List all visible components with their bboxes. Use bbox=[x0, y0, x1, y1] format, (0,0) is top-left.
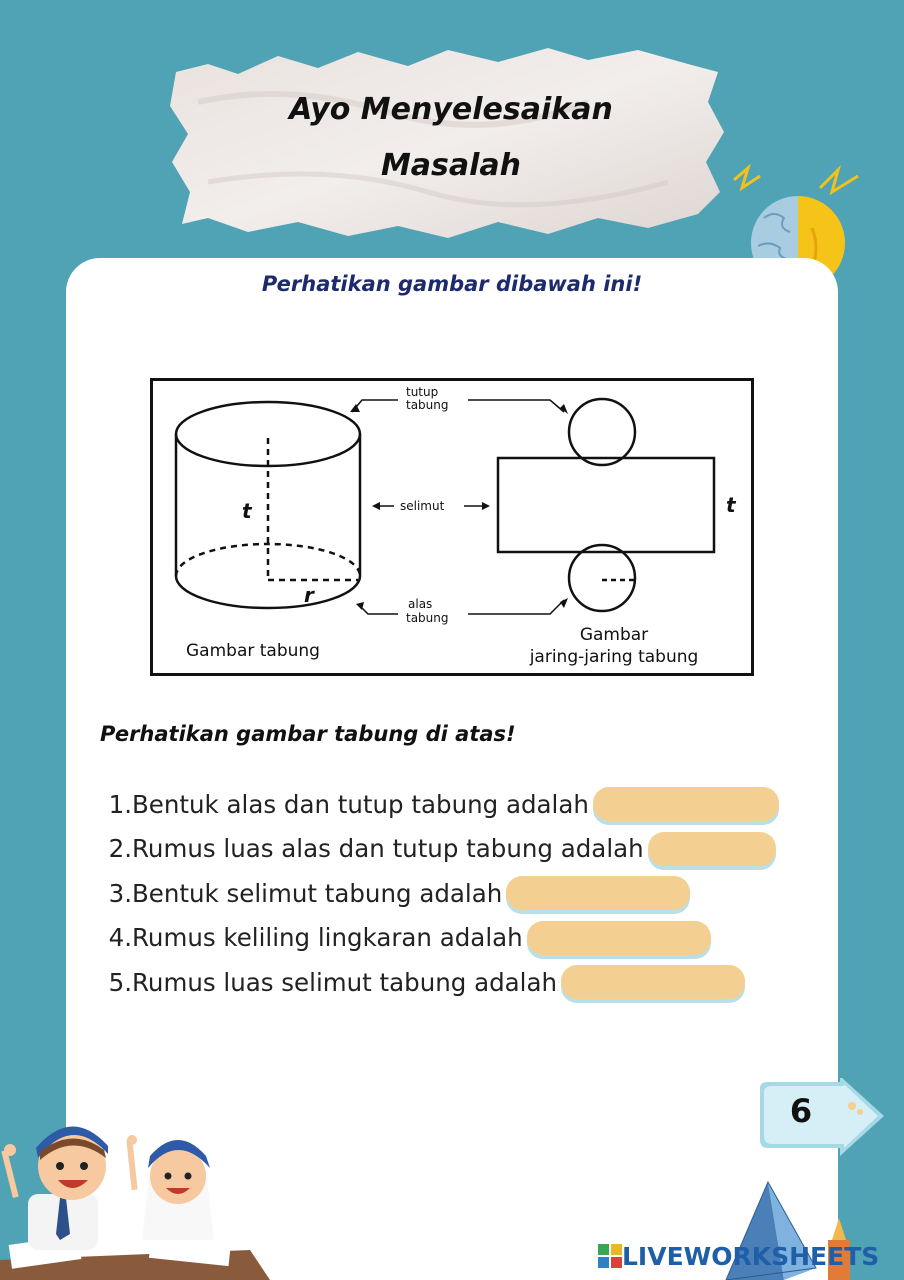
label-t-right: t bbox=[726, 493, 736, 517]
caption-left: Gambar tabung bbox=[186, 641, 320, 661]
label-alas-line-1: alas bbox=[408, 597, 433, 611]
label-selimut: selimut bbox=[400, 499, 445, 513]
question-text: Rumus luas selimut tabung adalah bbox=[132, 967, 558, 997]
caption-right-line-2: jaring-jaring tabung bbox=[529, 647, 699, 667]
answer-input-4[interactable] bbox=[527, 921, 711, 955]
question-text: Bentuk selimut tabung adalah bbox=[132, 878, 503, 908]
answer-input-1[interactable] bbox=[593, 787, 779, 821]
question-text: Bentuk alas dan tutup tabung adalah bbox=[132, 789, 589, 819]
label-alas-line-2: tabung bbox=[406, 611, 449, 625]
label-tutup-line-2: tabung bbox=[406, 398, 449, 412]
answer-input-5[interactable] bbox=[561, 965, 745, 999]
brand-name: LIVEWORKSHEETS bbox=[622, 1241, 880, 1271]
question-number: 3. bbox=[108, 878, 132, 908]
question-row-2 bbox=[100, 827, 860, 872]
question-number: 5. bbox=[108, 967, 132, 997]
liveworksheets-logo-icon bbox=[598, 1244, 622, 1268]
page-title-line-2: Masalah bbox=[380, 148, 522, 183]
label-tutup-line-1: tutup bbox=[406, 385, 439, 399]
answer-input-2[interactable] bbox=[648, 832, 776, 866]
instruction-text: Perhatikan gambar dibawah ini! bbox=[261, 272, 643, 296]
question-text: Rumus keliling lingkaran adalah bbox=[132, 923, 523, 953]
caption-right-line-1: Gambar bbox=[579, 625, 649, 645]
answer-input-3[interactable] bbox=[506, 876, 690, 910]
brand-logo bbox=[598, 1236, 879, 1276]
question-number: 2. bbox=[108, 834, 132, 864]
question-row-1 bbox=[100, 782, 860, 827]
question-row-4 bbox=[100, 916, 860, 961]
cylinder-figure bbox=[150, 378, 754, 676]
page-title-line-1: Ayo Menyelesaikan bbox=[289, 92, 613, 127]
question-number: 4. bbox=[108, 923, 132, 953]
page-title bbox=[168, 82, 734, 194]
question-list bbox=[100, 782, 860, 1005]
question-row-5 bbox=[100, 960, 860, 1005]
label-t-left: t bbox=[242, 499, 252, 523]
subheading: Perhatikan gambar tabung di atas! bbox=[100, 722, 516, 746]
label-r: r bbox=[304, 583, 314, 607]
question-row-3 bbox=[100, 871, 860, 916]
page-number: 6 bbox=[789, 1092, 813, 1130]
question-text: Rumus luas alas dan tutup tabung adalah bbox=[132, 834, 644, 864]
question-number: 1. bbox=[108, 789, 132, 819]
students-illustration bbox=[0, 1110, 270, 1280]
